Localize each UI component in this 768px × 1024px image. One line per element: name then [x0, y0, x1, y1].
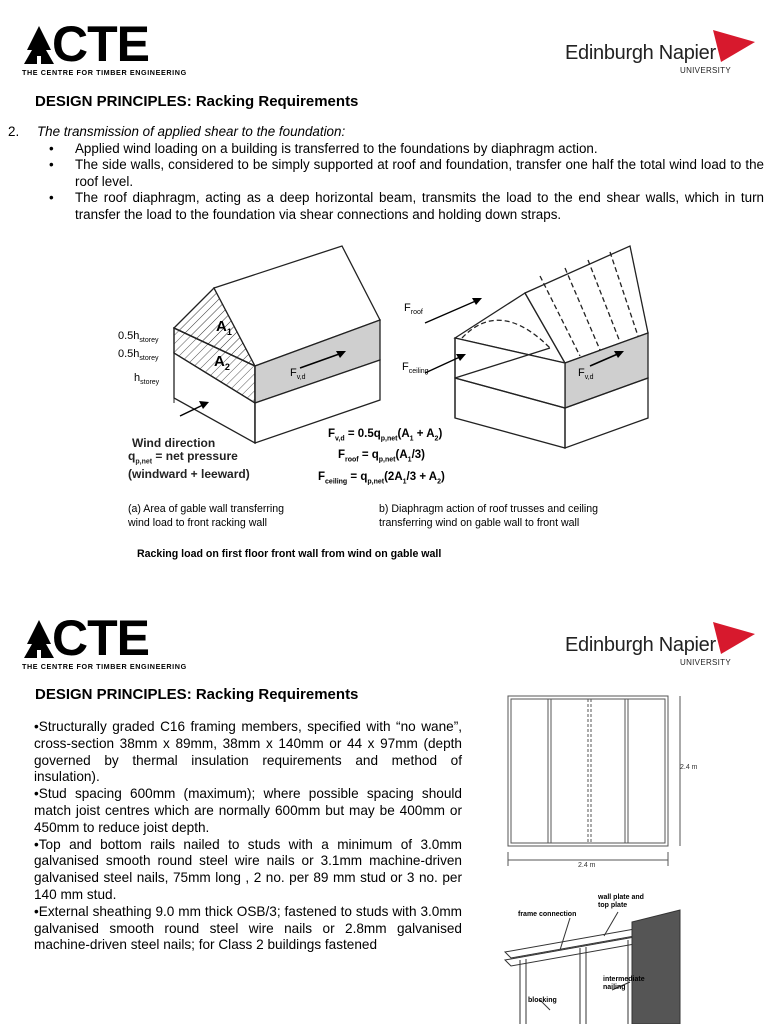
- bullet-item: • The side walls, considered to be simply supported at roof and foundation, transfer one half the total wind load to the roof level.: [49, 157, 764, 189]
- cte-subtitle: THE CENTRE FOR TIMBER ENGINEERING: [22, 68, 187, 77]
- panel-elevation-diagram: [500, 690, 710, 880]
- bullet-text: Applied wind loading on a building is transferred to the foundations by diaphragm action.: [75, 140, 598, 156]
- formula-fvd: $F_{v,d} = 0.5q_{p,net}(A_1 + A_2)$: [328, 428, 443, 443]
- caption-b: b) Diaphragm action of roof trusses and ceiling transferring wind on gable wall to front wall: [379, 503, 599, 529]
- bullet-text: The side walls, considered to be simply supported at roof and foundation, transfer one half the total wind load to the roof level.: [75, 157, 764, 189]
- label-intermediate-nailing: intermediate nailing: [603, 976, 645, 991]
- edinburgh-napier-logo: [565, 30, 765, 80]
- label-a2: $A_2$: [214, 353, 230, 372]
- formula-fceiling: $F_{ceiling} = q_{p,net}(2A_1/3 + A_2)$: [318, 470, 445, 485]
- slide-2: [0, 600, 768, 1024]
- label-fvd-right: $F_{v,d}$: [578, 367, 594, 382]
- bullet-list: [41, 141, 764, 224]
- tree-icon: [22, 620, 56, 660]
- paragraph: •Top and bottom rails nailed to studs with a minimum of 3.0mm galvanised smooth round steel wire nails or 3.1mm machine-driven galvanised steel nails, 75mm long , 2 no. per 89 mm stud or 3 no. per 140 mm stud.: [34, 836, 462, 902]
- edinburgh-napier-logo: [565, 622, 765, 672]
- slide2-body: [34, 719, 462, 954]
- label-wall-plate: wall plate and top plate: [598, 894, 644, 909]
- enu-flag-icon: [713, 622, 755, 654]
- formula-froof: $F_{roof} = q_{p,net}(A_1/3)$: [338, 449, 425, 464]
- cte-logo: [22, 610, 202, 672]
- enu-university: UNIVERSITY: [680, 66, 732, 75]
- cte-word: CTE: [52, 16, 149, 72]
- item-title-colon: :: [341, 124, 346, 139]
- paragraph: •External sheathing 9.0 mm thick OSB/3; fastened to studs with 3.0mm galvanised smooth round steel wire nails or 2.8mm galvanised machine-driven steel nails; for Class 2 buildings fastened: [34, 903, 462, 953]
- label-h1: $0.5h_{storey}$: [118, 330, 159, 345]
- figure-title: Racking load on first floor front wall from wind on gable wall: [137, 548, 442, 560]
- label-frame-connection: frame connection: [518, 911, 577, 918]
- enu-flag-icon: [713, 30, 755, 62]
- left-house: [174, 246, 380, 443]
- right-house: [455, 246, 648, 448]
- label-blocking: blocking: [528, 997, 557, 1004]
- windward-leeward-label: (windward + leeward): [128, 467, 250, 482]
- slide2-heading: DESIGN PRINCIPLES: Racking Requirements: [35, 686, 359, 703]
- wind-direction-label: Wind direction: [132, 436, 216, 450]
- caption-a: (a) Area of gable wall transferring wind load to front racking wall: [128, 503, 285, 529]
- cte-subtitle: THE CENTRE FOR TIMBER ENGINEERING: [22, 662, 187, 671]
- wind-legend: Wind direction $q_{p,net}$ = net pressure (windward + leeward): [128, 436, 250, 482]
- label-h3: $h_{storey}$: [134, 372, 160, 387]
- cte-word: CTE: [52, 610, 149, 666]
- item-number: 2.: [8, 124, 20, 139]
- cte-logo: [22, 16, 202, 78]
- enu-name: Edinburgh Napier: [565, 42, 716, 64]
- panel-width-dimension: 2.4 m: [578, 862, 596, 869]
- froof-arrow: [425, 298, 482, 323]
- label-fceiling: $F_{ceiling}$: [402, 361, 429, 376]
- panel-height-dimension: 2.4 m: [680, 764, 698, 771]
- tree-icon: [22, 26, 56, 66]
- slide1-body: [8, 124, 764, 223]
- paragraph: •Structurally graded C16 framing members, specified with “no wane”, cross-section 38mm x 89mm, 38mm x 140mm or 44 x 97mm (depth governed by thermal insulation requirements and method of insulation).: [34, 719, 462, 785]
- enu-university: UNIVERSITY: [680, 658, 732, 667]
- label-h2: $0.5h_{storey}$: [118, 348, 159, 363]
- slide1-heading: DESIGN PRINCIPLES: Racking Requirements: [35, 93, 359, 110]
- label-fvd-left: $F_{v,d}$: [290, 367, 306, 382]
- bullet-item: • The roof diaphragm, acting as a deep horizontal beam, transmits the load to the end shear walls, which in turn transfer the load to the foundation via shear connections and holding down straps.: [49, 190, 764, 222]
- bullet-item: • Applied wind loading on a building is transferred to the foundations by diaphragm action.: [49, 140, 598, 156]
- bullet-text: The roof diaphragm, acting as a deep horizontal beam, transmits the load to the end shear walls, which in turn transfer the load to the foundation via shear connections and holding down straps.: [75, 190, 764, 222]
- item-title: The transmission of applied shear to the foundation: [37, 124, 342, 139]
- label-froof: $F_{roof}$: [404, 302, 423, 317]
- enu-name: Edinburgh Napier: [565, 634, 716, 656]
- label-a1: $A_1$: [216, 318, 232, 337]
- paragraph: •Stud spacing 600mm (maximum); where possible spacing should match joist centres which are normally 600mm but may be 400mm or 450mm to reduce joist depth.: [34, 786, 462, 835]
- formula-block: [318, 426, 445, 490]
